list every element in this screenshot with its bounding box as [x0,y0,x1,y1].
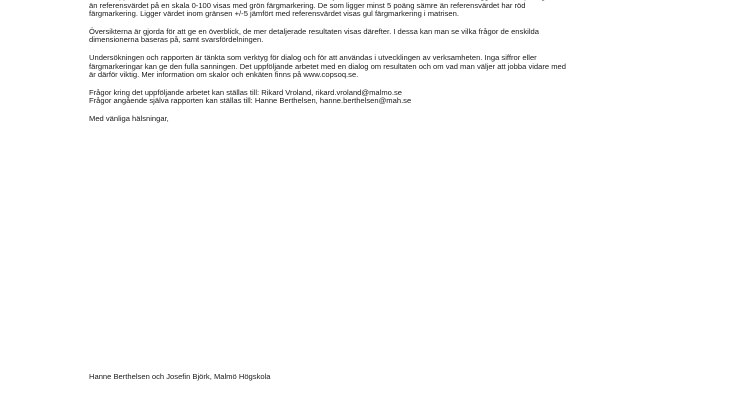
overview-paragraph [89,28,689,45]
closing-greeting [89,115,689,124]
text-line: Frågor angående själva rapporten kan ställas till: Hanne Berthelsen, hanne.berthelsen@mah.se [89,96,412,106]
document-body [89,0,689,133]
text-line: dimensionerna baseras på, samt svarsfördelningen. [89,35,264,45]
text-line: Med vänliga hälsningar, [89,113,169,123]
text-line: är därför viktig. Mer information om skalor och enkäten finns på www.copsoq.se. [89,70,359,80]
intro-paragraph [89,0,689,19]
text-line: än referensvärdet på en skala 0-100 visas med grön färgmarkering. De som ligger minst 5 poäng sämre än referensvärdet har röd [89,0,526,10]
contact-paragraph [89,89,689,106]
text-line: Undersökningen och rapporten är tänkta som verktyg för dialog och för att användas i utvecklingen av verksamheten. Inga siffror eller [89,52,537,62]
text-line: färgmarkering. Ligger värdet inom gränsen +/-5 jämfört med referensvärdet visas gul färgmarkering i matrisen. [89,9,459,19]
text-line: färgmarkeringar kan ge den fulla sanningen. Det uppföljande arbetet med en dialog om resultaten och om vad man väljer att jobba vidare med [89,61,567,71]
signature-footer: Hanne Berthelsen och Josefin Björk, Malmö Högskola [89,372,271,381]
purpose-paragraph [89,54,689,80]
text-line: Översikterna är gjorda för att ge en överblick, de mer detaljerade resultaten visas därefter. I dessa kan man se vilka frågor de enskilda [89,26,539,36]
text-line: Frågor kring det uppföljande arbetet kan ställas till: Rikard Vroland, rikard.vroland@malmo.se [89,87,403,97]
